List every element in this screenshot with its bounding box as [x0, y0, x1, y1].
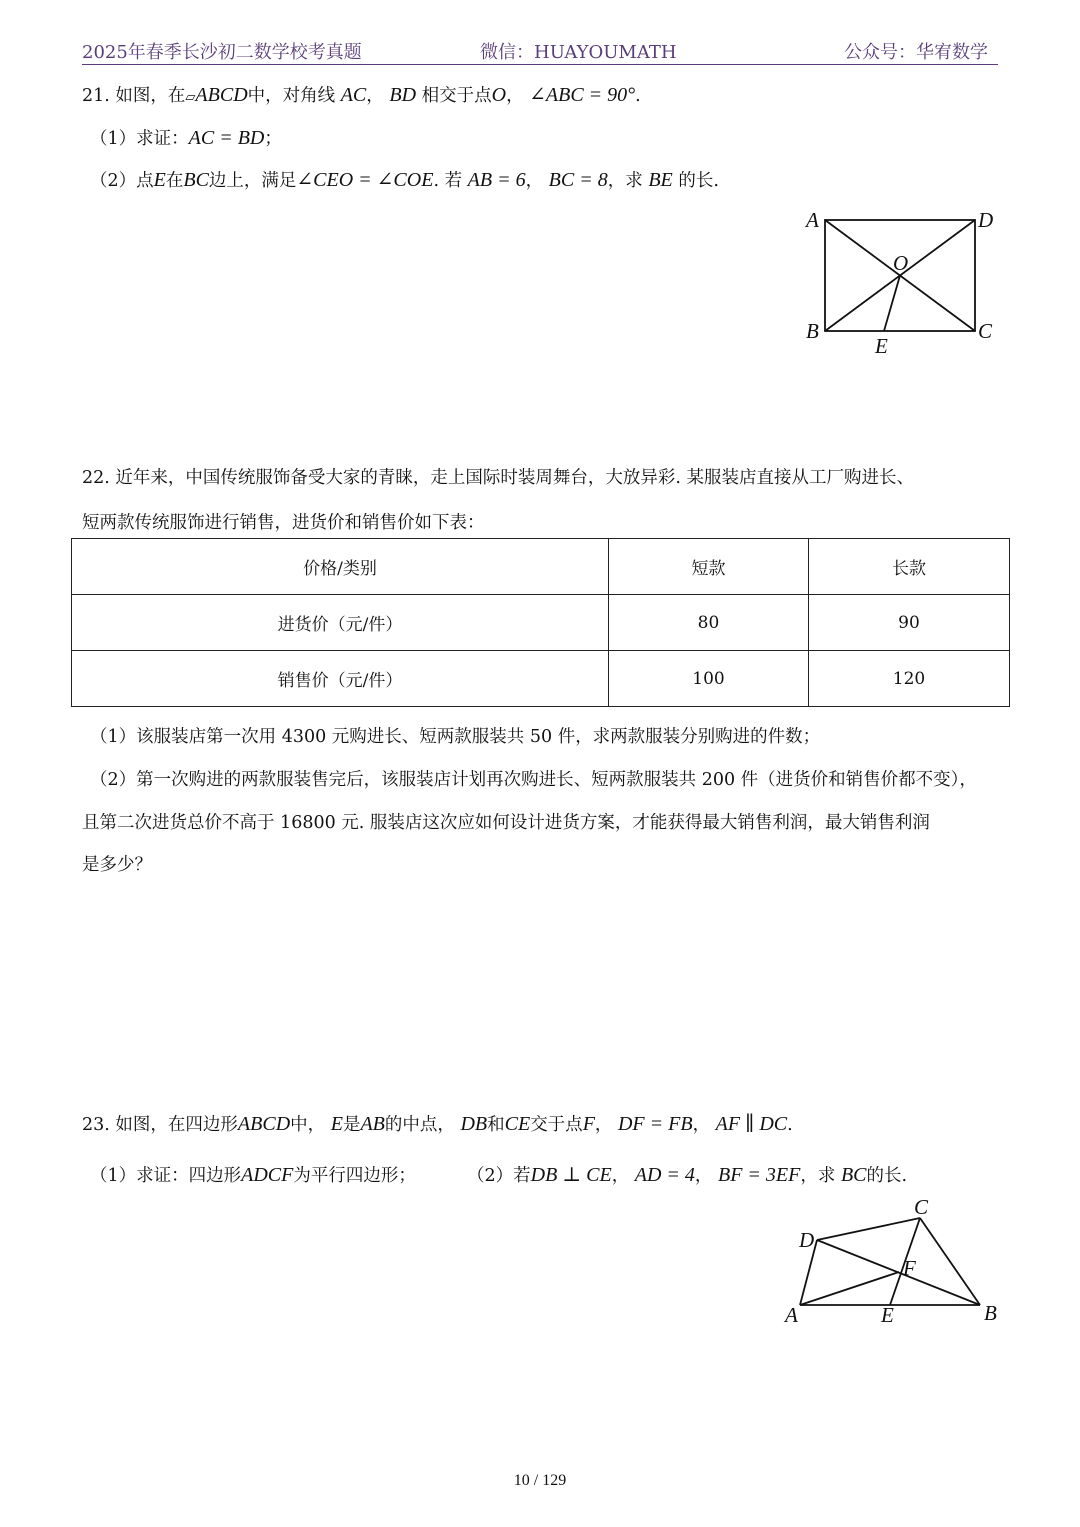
table-cell: 120: [809, 651, 1010, 707]
q21-part1: （1）求证：AC = BD；: [90, 127, 282, 149]
q22-part1: （1）该服装店第一次用 4300 元购进长、短两款服装共 50 件，求两款服装分别购进的件数；: [90, 727, 821, 747]
table-cell: 90: [809, 595, 1010, 651]
table-cell: 销售价（元/件）: [72, 651, 609, 707]
table-header: 短款: [609, 539, 809, 595]
header-rule: [82, 64, 998, 65]
q21-part2: （2）点E在BC边上，满足∠CEO = ∠COE. 若 AB = 6， BC = 8，求 BE 的长.: [90, 169, 719, 191]
label-D: D: [978, 208, 994, 232]
label-E: E: [881, 1303, 894, 1327]
q21-figure: [800, 205, 1010, 360]
header-center: 微信：HUAYOUMATH: [480, 42, 677, 63]
price-table: [71, 538, 1010, 707]
q23-stem: 23. 如图，在四边形ABCD中， E是AB的中点， DB和CE交于点F， DF = FB， AF ∥ DC.: [82, 1113, 793, 1135]
table-cell: 进货价（元/件）: [72, 595, 609, 651]
table-header: 价格/类别: [72, 539, 609, 595]
header-right: 公众号：华宥数学: [844, 42, 988, 63]
label-C: C: [978, 319, 993, 343]
segment-cb: [920, 1218, 980, 1305]
header-left: 2025年春季长沙初二数学校考真题: [82, 42, 362, 63]
q22-part2-line3: 是多少？: [82, 855, 152, 875]
table-cell: 80: [609, 595, 809, 651]
q22-part2-line1: （2）第一次购进的两款服装售完后，该服装店计划再次购进长、短两款服装共 200 件（进货价和销售价都不变），: [90, 770, 977, 790]
q22-line1: 22. 近年来，中国传统服饰备受大家的青睐，走上国际时装周舞台，大放异彩. 某服装店直接从工厂购进长、: [82, 468, 915, 488]
q23-parts: （1）求证：四边形ADCF为平行四边形； （2）若DB ⊥ CE， AD = 4， BF = 3EF，求 BC的长.: [90, 1164, 908, 1186]
q22-part2-line2: 且第二次进货总价不高于 16800 元. 服装店这次应如何设计进货方案，才能获得最大销售利润，最大销售利润: [82, 813, 930, 833]
q21-stem: 21. 如图，在▱ABCD中，对角线 AC， BD 相交于点O， ∠ABC = 90°.: [82, 84, 641, 106]
label-A: A: [806, 208, 819, 232]
q23-figure: [780, 1195, 1010, 1330]
segment-oe: [884, 276, 900, 332]
q22-line2: 短两款传统服饰进行销售，进货价和销售价如下表：: [82, 513, 485, 533]
label-A: A: [785, 1303, 798, 1327]
table-header: 长款: [809, 539, 1010, 595]
table-header-row: [72, 539, 1010, 595]
table-cell: 100: [609, 651, 809, 707]
table-row: [72, 595, 1010, 651]
label-C: C: [914, 1195, 929, 1219]
table-row: [72, 651, 1010, 707]
label-E: E: [875, 334, 888, 358]
label-F: F: [903, 1256, 916, 1280]
segment-dc: [817, 1218, 920, 1240]
label-B: B: [984, 1301, 997, 1325]
label-D: D: [799, 1228, 815, 1252]
page-number: 10 / 129: [513, 1472, 567, 1489]
label-O: O: [893, 251, 909, 275]
segment-af: [800, 1272, 899, 1305]
parallelogram-symbol: ▱: [185, 90, 196, 105]
label-B: B: [806, 319, 819, 343]
